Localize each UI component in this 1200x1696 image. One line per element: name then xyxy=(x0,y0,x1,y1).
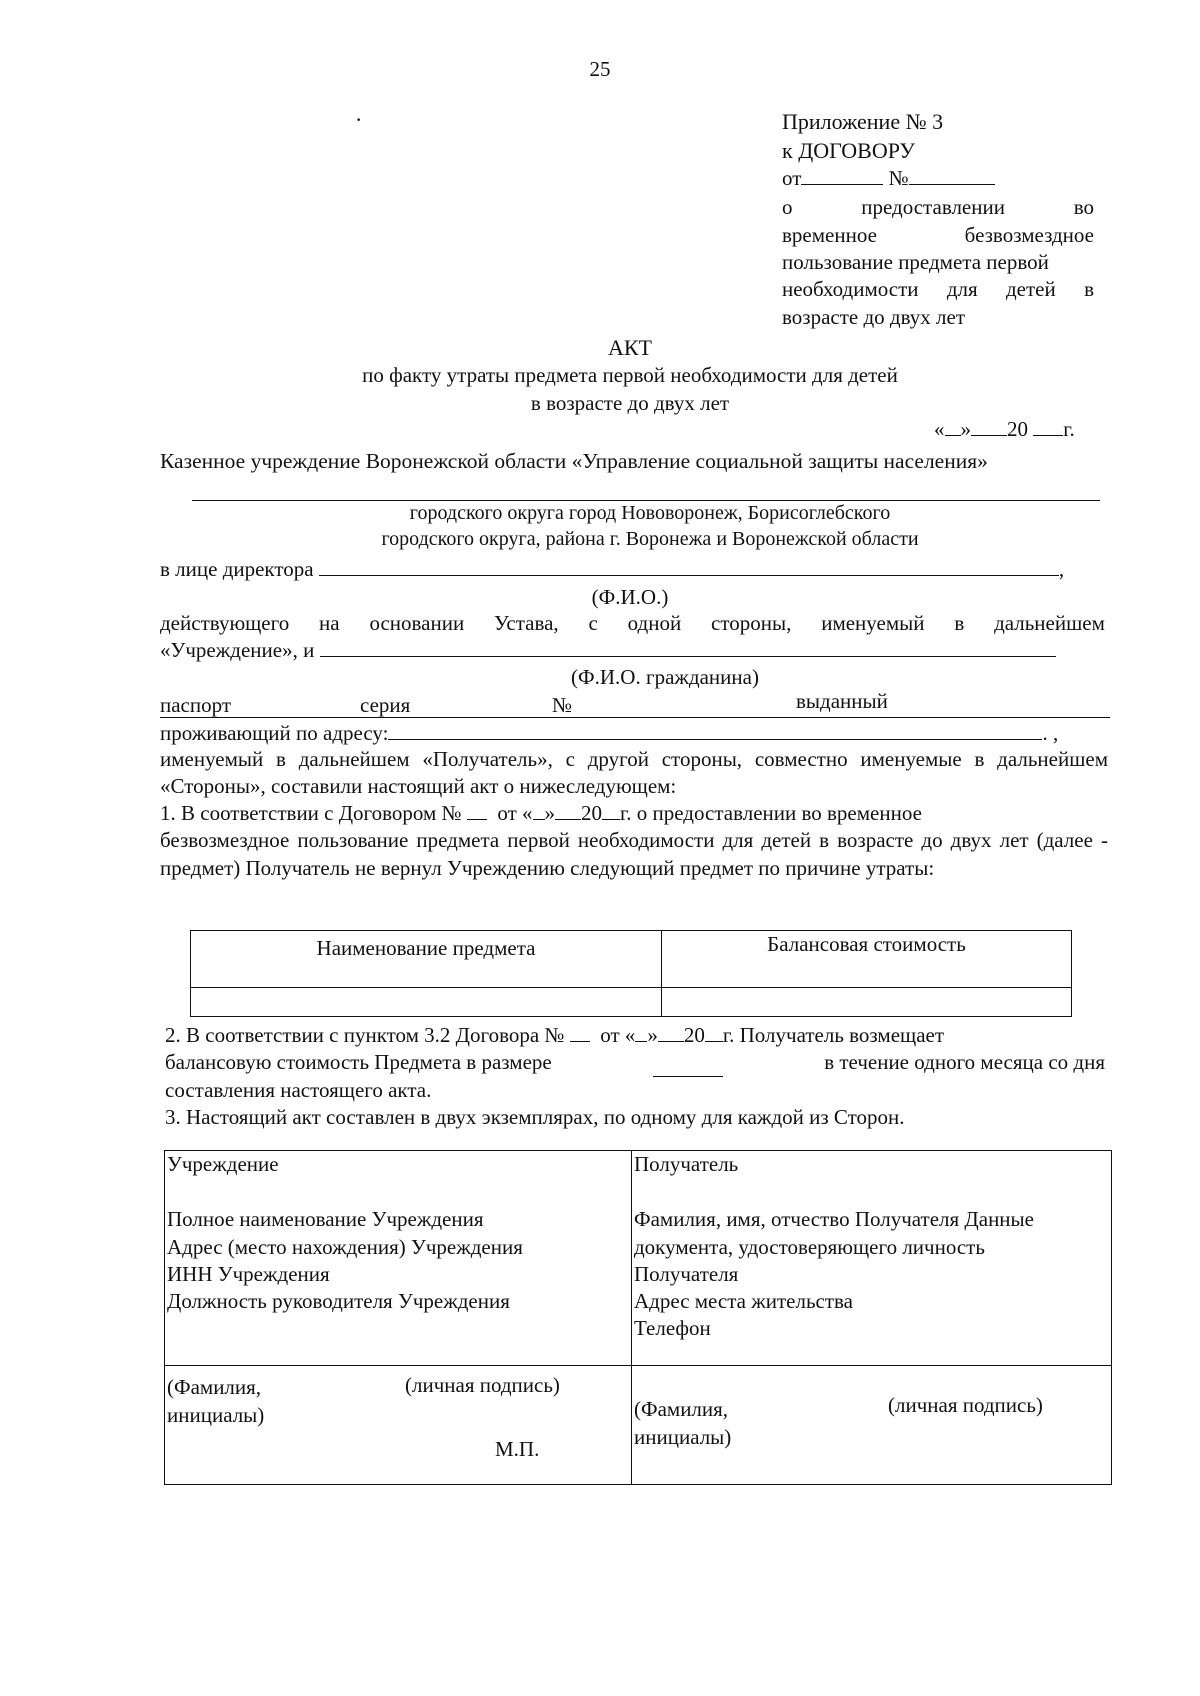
act-date xyxy=(934,416,1075,443)
date-blank xyxy=(801,184,883,185)
institution-field-position: Должность руководителя Учреждения xyxy=(167,1289,510,1314)
clause1 xyxy=(160,800,1108,882)
clause2-b: от « xyxy=(600,1023,636,1047)
clause2-amount-blank xyxy=(653,1049,723,1076)
appendix-subject xyxy=(782,194,1094,330)
director-comma: , xyxy=(1058,557,1065,581)
acting-w3: основании xyxy=(369,611,465,635)
recipient-signature: (личная подпись) xyxy=(888,1393,1043,1417)
citizen-blank xyxy=(320,656,1056,657)
address-end: . , xyxy=(1042,721,1059,745)
acting-w6: одной xyxy=(627,611,682,635)
clause2-line2-a: балансовую стоимость Предмета в размере xyxy=(165,1050,552,1075)
institution-line1: Казенное учреждение Воронежской области «Управление социальной защиты населения» xyxy=(160,449,988,473)
year-blank xyxy=(1033,435,1063,436)
date-open: « xyxy=(934,417,945,441)
acting-w5: с xyxy=(588,611,598,635)
institution-field-name: Полное наименование Учреждения xyxy=(167,1207,484,1232)
clause1-month-blank xyxy=(555,819,581,820)
recipient-field-document: документа, удостоверяющего личность xyxy=(634,1234,985,1259)
subject-line xyxy=(782,194,1094,221)
recipient-paragraph: именуемый в дальнейшем «Получатель», с другой стороны, совместно именуемые в дальнейшем «Стороны», составили настоящий акт о нижеследующем: xyxy=(160,747,1108,799)
subject-line xyxy=(782,276,1094,303)
fio-caption: (Ф.И.О.) xyxy=(591,585,669,609)
month-blank xyxy=(971,435,1007,436)
act-subtitle-2: в возрасте до двух лет xyxy=(530,391,730,415)
subject-w8: детей xyxy=(1006,277,1056,302)
passport-number-label: № xyxy=(552,693,573,717)
clause1-year-blank xyxy=(602,819,620,820)
acting-w7: стороны, xyxy=(711,611,792,635)
number-blank xyxy=(909,184,995,185)
institution-surname: (Фамилия, xyxy=(167,1375,262,1399)
recipient-details-cell xyxy=(632,1151,1112,1366)
clause2-a: 2. В соответствии с пунктом 3.2 Договора № xyxy=(165,1023,565,1047)
acting-w4: Устава, xyxy=(494,611,559,635)
passport-label: паспорт xyxy=(160,693,232,717)
acting-w2: на xyxy=(319,611,340,635)
passport-rule xyxy=(160,693,1110,718)
act-subtitle-1: по факту утраты предмета первой необходимости для детей xyxy=(362,363,898,387)
recipient-header: Получатель xyxy=(634,1152,739,1176)
subject-w5: безвозмездное xyxy=(964,222,1094,247)
from-label: от xyxy=(782,166,802,191)
items-header-row xyxy=(191,931,1072,988)
subject-w9: в xyxy=(1084,277,1094,302)
items-table xyxy=(190,930,1072,1017)
subject-w1: о xyxy=(782,195,793,220)
acting-row xyxy=(160,610,1105,665)
institution-field-inn: ИНН Учреждения xyxy=(167,1261,330,1286)
clause2-line2 xyxy=(165,1049,1105,1076)
address-row xyxy=(160,720,1058,747)
director-blank xyxy=(319,575,1059,576)
recipient-initials: инициалы) xyxy=(634,1425,732,1449)
items-empty-row xyxy=(191,988,1072,1017)
issued-label: выданный xyxy=(796,689,888,713)
clause1-number-blank xyxy=(467,819,487,820)
acting-w8: именуемый xyxy=(821,611,925,635)
address-label: проживающий по адресу: xyxy=(160,721,389,745)
institution-initials: инициалы) xyxy=(167,1403,265,1427)
subject-w3: во xyxy=(1073,195,1094,220)
subject-w7: для xyxy=(946,277,978,302)
clause2-line3: составления настоящего акта. xyxy=(165,1077,432,1102)
appendix-from-number xyxy=(782,165,1094,192)
act-title: АКТ xyxy=(608,335,652,360)
clause2 xyxy=(165,1022,1105,1104)
clause2-line1 xyxy=(165,1022,1105,1049)
signature-row xyxy=(165,1366,1112,1485)
institution-field-address: Адрес (место нахождения) Учреждения xyxy=(167,1234,523,1259)
institution-signature-cell[interactable] xyxy=(165,1366,632,1485)
items-cell-name[interactable] xyxy=(191,988,662,1017)
acting-w9: в xyxy=(954,611,965,635)
clause1-b: от « xyxy=(497,801,533,825)
director-row xyxy=(160,556,1064,583)
clause2-month-blank xyxy=(658,1041,684,1042)
items-header-cost: Балансовая стоимость xyxy=(662,931,1072,988)
citizen-caption: (Ф.И.О. гражданина) xyxy=(571,665,759,689)
subject-line: возрасте до двух лет xyxy=(782,304,966,329)
institution-line3: городского округа, района г. Воронежа и Воронежской области xyxy=(381,528,919,550)
appendix-title: Приложение № 3 xyxy=(782,109,944,134)
clause2-line2-b: в течение одного месяца со дня xyxy=(824,1050,1105,1075)
date-year: 20 xyxy=(1007,417,1028,441)
institution-details-cell xyxy=(165,1151,632,1366)
items-cell-cost[interactable] xyxy=(662,988,1072,1017)
institution-rule xyxy=(192,470,1100,501)
clause1-a: 1. В соответствии с Договором № xyxy=(160,801,462,825)
subject-line: пользование предмета первой xyxy=(782,250,1049,275)
subject-w4: временное xyxy=(782,222,877,247)
appendix-block xyxy=(782,108,1094,331)
clause1-rest: безвозмездное пользование предмета первой необходимости для детей в возрасте до двух лет (далее - предмет) Получатель не вернул Учреждению следующий предмет по причине утраты: xyxy=(160,828,1108,880)
signature-table xyxy=(164,1150,1112,1485)
clause1-day-blank xyxy=(533,819,545,820)
number-label: № xyxy=(888,166,909,191)
day-blank xyxy=(945,435,961,436)
clause1-c: » xyxy=(544,801,556,825)
items-header-name: Наименование предмета xyxy=(191,931,662,988)
spacer xyxy=(634,1178,1109,1206)
series-label: серия xyxy=(360,693,411,717)
clause2-year-blank xyxy=(705,1041,723,1042)
clause1-first-line xyxy=(160,800,1108,827)
seal-label: М.П. xyxy=(495,1437,540,1461)
date-mid: » xyxy=(960,417,971,441)
acting-w10: дальнейшем xyxy=(994,611,1105,635)
recipient-signature-cell[interactable] xyxy=(632,1366,1112,1485)
appendix-to-contract: к ДОГОВОРУ xyxy=(782,137,915,163)
clause2-e: г. Получатель возмещает xyxy=(722,1023,945,1047)
date-end: г. xyxy=(1063,417,1075,441)
clause2-day-blank xyxy=(635,1041,647,1042)
acting-text xyxy=(160,610,1105,637)
address-blank xyxy=(388,739,1042,740)
page-number-text: 25 xyxy=(589,57,611,81)
recipient-surname: (Фамилия, xyxy=(634,1397,729,1421)
clause2-c: » xyxy=(647,1023,658,1047)
subject-w6: необходимости xyxy=(782,277,919,302)
recipient-field-residence: Адрес места жительства xyxy=(634,1289,853,1314)
institution-line2: городского округа город Нововоронеж, Борисоглебского xyxy=(409,502,891,524)
recipient-field-phone: Телефон xyxy=(634,1316,711,1341)
institution-header: Учреждение xyxy=(167,1152,279,1176)
subject-w2: предоставлении xyxy=(861,195,1005,220)
signature-details-row xyxy=(165,1151,1112,1366)
page-number xyxy=(0,56,1200,83)
clause3: 3. Настоящий акт составлен в двух экземплярах, по одному для каждой из Сторон. xyxy=(165,1105,905,1129)
institution-signature: (личная подпись) xyxy=(405,1373,560,1397)
clause1-d: 20 xyxy=(581,801,603,825)
recipient-field-recipient: Получателя xyxy=(634,1261,739,1286)
director-label: в лице директора xyxy=(160,557,314,581)
clause1-e: г. о предоставлении во временное xyxy=(620,801,922,825)
institution-short: «Учреждение», и xyxy=(160,638,315,663)
spacer xyxy=(167,1178,629,1206)
clause2-number-blank xyxy=(570,1041,590,1042)
institution-short-row xyxy=(160,637,1105,664)
recipient-field-fio: Фамилия, имя, отчество Получателя Данные xyxy=(634,1207,1034,1232)
stray-dot: · xyxy=(355,107,363,132)
acting-w1: действующего xyxy=(160,611,290,635)
subject-line xyxy=(782,222,1094,249)
clause2-d: 20 xyxy=(683,1023,705,1047)
